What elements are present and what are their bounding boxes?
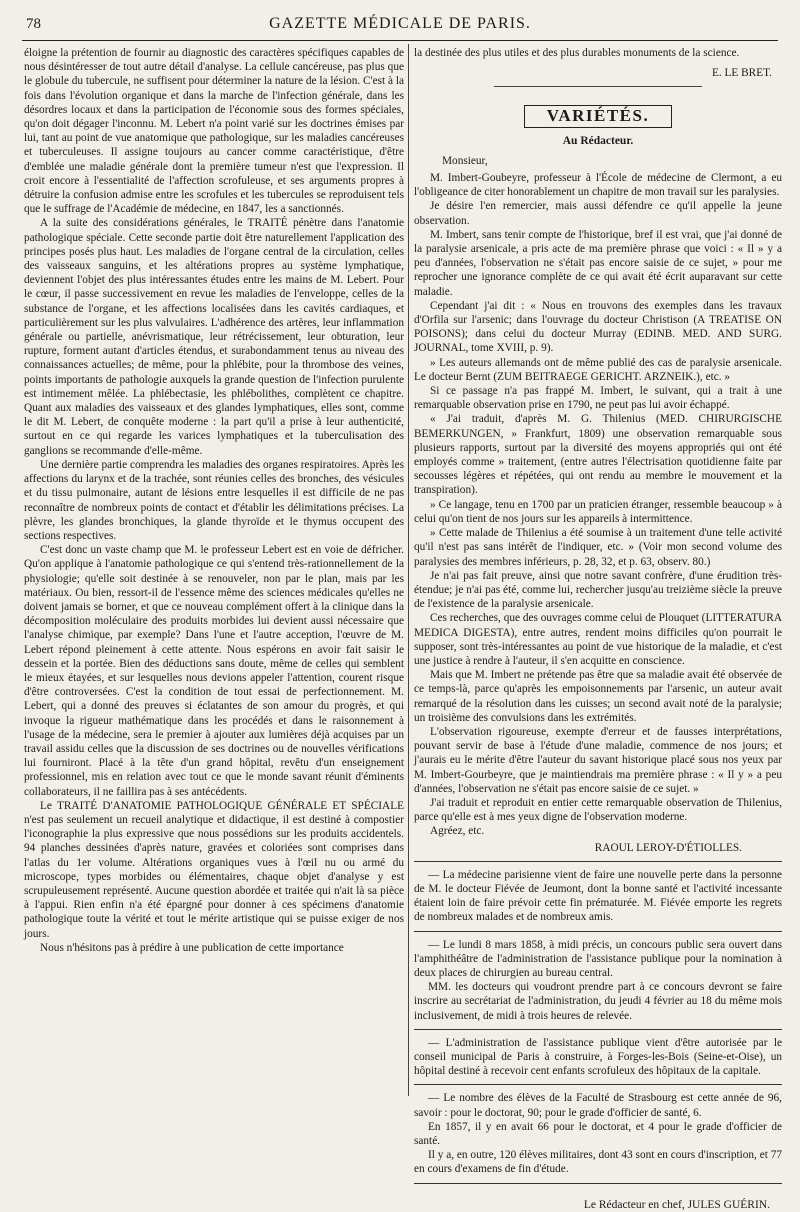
paragraph: Mais que M. Imbert ne prétende pas être que sa maladie avait été observée de ce temps-là, parce qu'après les empoisonnements par l'arsenic, un auteur avait remarqué de la résolution dans les cuisses; un second avait noté de la paralysie; un troisième des convulsions dans les extrémités. bbox=[414, 669, 782, 724]
column-divider bbox=[408, 44, 409, 1096]
paragraph: A la suite des considérations générales, le TRAITÉ pénètre dans l'anatomie pathologique spéciale. Cette seconde partie doit être naturellement l'application des principes posés plus haut. Les maladies de l'organe central de la circulation, celles des vaisseaux sanguins, et les altérations propres au système lymphatique, deviennent l'objet des plus intéressantes études entre les mains de M. Lebert. Pour le cœur, il passe successivement en revue les maladies de l'enveloppe, celles de la substance de l'organe, et les affections localisées dans les cavités cardiaques, et particulièrement sur les plus valvulaires. L'adhérence des artères, leur inflammation générale ou partielle, anévrismatique, leur rétrécissement, leur obturation, leur rupture, forment autant d'articles étendus, et surabondamment tenus au niveau des connaissances actuelles; de même, pour la phlébite, pour la thrombose des veines, points importants de pathologie auxquels la grande question de l'infection purulente est intimement mêlée. La phlébectasie, les phlébolithes, complètent ce chapitre. Quant aux maladies des vaisseaux et des glandes lymphatiques, elles sont, comme le dit M. Lebert, de conquête moderne : la part qu'il a prise à leur authenticité, surtout en ce qui regarde les varices lymphatiques et la tuberculisation des ganglions se recommande d'elle-même. bbox=[24, 217, 404, 457]
paragraph: éloigne la prétention de fournir au diagnostic des caractères spécifiques capables de nous désintéresser de tout autre détail d'analyse. La cellule cancéreuse, pas plus que le globule du tubercule, ne suffisent pour déterminer la nature de la lésion. C'est à la fois dans l'évolution organique et dans la marche de l'infection générale, dans les désordres locaux et dans la participation de l'économie sous des formes spéciales, qu'on doit dégager l'inconnu. M. Lebert n'a point varié sur les doctrines émises par lui, tant au point de vue anatomique que pathologique, sur les maladies cancéreuses et tuberculeuses. Il assigne toujours au cancer comme caractéristique, d'être d'emblée une maladie générale dont la première tumeur n'est que l'expression. Il croit encore à l'essentialité de l'affection scrofuleuse, et ses arguments propres à détruire la confusion admise entre les scrofules et les tubercules se reproduisent tels que le suffrage de l'Académie de médecine, en 1847, les a sanctionnés. bbox=[24, 47, 404, 216]
editor-signature: Le Rédacteur en chef, JULES GUÉRIN. bbox=[583, 1198, 770, 1211]
news-item: Il y a, en outre, 120 élèves militaires, dont 43 sont en cours d'inscription, et 77 en cours d'examens de fin d'étude. bbox=[414, 1149, 782, 1176]
news-rule bbox=[414, 931, 782, 932]
paragraph: Cependant j'ai dit : « Nous en trouvons des exemples dans les travaux d'Orfila sur l'arsenic; dans l'ouvrage du docteur Christison (A TREATISE ON POISONS); dans celui du docteur Murray (EDINB. MED. AND SURG. JOURNAL, tome XVIII, p. 9). bbox=[414, 299, 782, 355]
letter-signature: RAOUL LEROY-D'ÉTIOLLES. bbox=[594, 841, 742, 854]
paragraph: Ces recherches, que des ouvrages comme celui de Plouquet (LITTERATURA MEDICA DIGESTA), entre autres, rendent moins difficiles qu'on pourrait le supposer, sont très-intéressantes au point de vue historique de la maladie, et c'est une justice à rendre à l'auteur, il s'en acquitte en conscience. bbox=[414, 612, 782, 667]
footer-rule bbox=[414, 1183, 782, 1184]
page-header bbox=[22, 14, 778, 36]
paragraph: » Les auteurs allemands ont de même publié des cas de paralysie arsenicale. Le docteur Bernt (ZUM BEITRAEGE GERICHT. ARZNEIK.), etc. » bbox=[414, 356, 782, 383]
news-rule bbox=[414, 861, 782, 862]
news-rule bbox=[414, 1084, 782, 1085]
paragraph: J'ai traduit et reproduit en entier cette remarquable observation de Thilenius, parce qu'elle est à mes yeux digne de l'observation moderne. bbox=[414, 796, 782, 824]
paragraph: Une dernière partie comprendra les maladies des organes respiratoires. Après les affections du larynx et de la trachée, sont réunies celles des bronches, des vésicules et du tissu pulmonaire, autant de lésions entre lesquelles il est difficile de ne pas reconnaître de nombreux points de contact et d'établir les délimitations précises. La plèvre, les glandes bronchiques, la glande thyroïde et le thymus occupent des sections respectives. bbox=[24, 458, 404, 542]
page-number: 78 bbox=[26, 16, 41, 32]
news-section bbox=[414, 868, 782, 1177]
paragraph: Je n'ai pas fait preuve, ainsi que notre savant confrère, d'une érudition très-étendue; je n'ai pas été, comme lui, rechercher jusqu'au treizième siècle la preuve de l'existence de la paralysie arsenicale. bbox=[414, 569, 782, 611]
news-item: — L'administration de l'assistance publique vient d'être autorisée par le conseil municipal de Paris à construire, à Forges-les-Bois (Seine-et-Oise), un hôpital destiné à recevoir cent enfants scrofuleux des hôpitaux de la capitale. bbox=[414, 1036, 782, 1078]
news-item: — Le nombre des élèves de la Faculté de Strasbourg est cette année de 96, savoir : pour le doctorat, 90; pour le grade d'officier de santé, 6. bbox=[414, 1092, 782, 1119]
left-column bbox=[24, 46, 404, 1096]
paragraph: « J'ai traduit, d'après M. G. Thilenius (MED. CHIRURGISCHE BEMERKUNGEN, » Frankfurt, 1809) une observation remarquable sous plusieurs rapports, surtout par la diversité des moyens appropriés qui ont été employés comme » traitement, (entre autres l'électrisation quotidienne faite par secousses légères et répétées, qui ont rendu au membre le mouvement et la transpiration). bbox=[414, 413, 782, 497]
paragraph: Si ce passage n'a pas frappé M. Imbert, le suivant, qui a trait à une remarquable observation prise en 1790, ne peut pas lui avoir échappé. bbox=[414, 385, 782, 412]
paragraph: Je désire l'en remercier, mais aussi défendre ce qu'il appelle la jeune observation. bbox=[414, 200, 782, 227]
header-rule bbox=[22, 40, 778, 41]
salutation: Monsieur, bbox=[442, 154, 488, 167]
paragraph: Nous n'hésitons pas à prédire à une publication de cette importance bbox=[40, 941, 344, 954]
paragraph: M. Imbert, sans tenir compte de l'historique, bref il est vrai, que j'ai donné de la paralysie arsenicale, a pris acte de ma première phrase que voici : « Il » y a peu d'années, l'observation ne s'était pas encore saisie de ce sujet, » pour me reprocher une ignorance complète de ce qui avait été écrit auparavant sur cette maladie. bbox=[414, 228, 782, 298]
section-subtitle: Au Rédacteur. bbox=[562, 134, 634, 147]
paragraph: la destinée des plus utiles et des plus durables monuments de la science. bbox=[414, 47, 740, 59]
news-item: MM. les docteurs qui voudront prendre part à ce concours devront se faire inscrire au secrétariat de l'administration, du jeudi 4 février au 18 du même mois inclusivement, de midi à trois heures de relevée. bbox=[414, 981, 782, 1022]
paragraph: Le TRAITÉ D'ANATOMIE PATHOLOGIQUE GÉNÉRALE ET SPÉCIALE n'est pas seulement un recueil analytique et didactique, il est destiné à compostier l'iconographie la plus expressive que nous possédions sur les produits accidentels. 94 planches dessinées d'après nature, gravées et coloriées sont comprises dans l'atlas du 1er volume. Altérations organiques vues à l'œil nu ou armé du microscope, types morbides ou élémentaires, chaque objet d'analyse y est scrupuleusement représenté. Aucune question abordée et traitée qui n'ait là sa pièce à l'appui. Rien enfin n'a été épargné pour donner à ces spécimens d'anatomie pathologique toute la vérité et tout le mérite artistique qui se puisse exiger de nos jours. bbox=[24, 799, 404, 940]
paragraph: L'observation rigoureuse, exempte d'erreur et de fausses interprétations, pouvant servir de base à l'étude d'une maladie, commence de nos jours; et j'aurais eu le mérite d'être l'auteur du savant historique placé sous nos yeux par M. Imbert-Gourbeyre, que je maintiendrais ma première phrase : « Il y » a peu d'années, l'observation ne s'était pas encore saisie de ce sujet. » bbox=[414, 725, 782, 795]
right-column bbox=[414, 46, 782, 1211]
paragraph: Agréez, etc. bbox=[430, 825, 485, 838]
section-title: VARIÉTÉS. bbox=[524, 105, 672, 127]
news-item: En 1857, il y en avait 66 pour le doctorat, et 4 pour le grade d'officier de santé. bbox=[414, 1120, 782, 1148]
paragraph: » Ce langage, tenu en 1700 par un praticien étranger, ressemble beaucoup » à celui qu'on tient de nos jours sur les appareils à intermittence. bbox=[414, 498, 782, 525]
news-item: — La médecine parisienne vient de faire une nouvelle perte dans la personne de M. le docteur Fiévée de Jeumont, dont la bonne santé et l'activité incessante étaient loin de faire prévoir cette fin prématurée. M. Fiévée emporte les regrets de nombreux malades et de nombreux amis. bbox=[414, 868, 782, 924]
news-rule bbox=[414, 1029, 782, 1030]
paragraph: M. Imbert-Goubeyre, professeur à l'École de médecine de Clermont, a eu l'obligeance de citer honorablement un chapitre de mon travail sur les paralysies. bbox=[414, 172, 782, 199]
paragraph: » Cette malade de Thilenius a été soumise à un traitement d'une telle activité qu'il n'est pas sans intérêt de l'indiquer, etc. » (Voir mon second volume des paralysies des membres inférieurs, p. 28, 32, et p. 63, observ. 80.) bbox=[414, 527, 782, 568]
news-item: — Le lundi 8 mars 1858, à midi précis, un concours public sera ouvert dans l'amphithéâtre de l'administration de l'assistance publique pour la nomination à deux places de chirurgien au bureau central. bbox=[414, 938, 782, 979]
section-rule bbox=[494, 86, 702, 87]
article-author: E. LE BRET. bbox=[711, 67, 772, 80]
paragraph: C'est donc un vaste champ que M. le professeur Lebert est en voie de défricher. Qu'on applique à l'anatomie pathologique ce qui s'entend très-rationnellement de la physiologie; qu'elle soit destinée à se renouveler, non par le plan, mais par les matériaux. Ou bien, ressort-il de l'essence même des sciences médicales qu'elles ne doivent jamais se borner, et que ce nouveau complément offert à la clinique dans la décomposition moléculaire des produits morbides lui devient aussi nécessaire que l'analyse chimique, par exemple? Dans l'une et l'autre acception, l'œuvre de M. Lebert répond pleinement à cette attente. Nous espérons en avoir fait saisir le dessein et la portée. Bien des déductions sans doute, même de celles qui semblent le mieux étayées, et sur lesquelles nous devions appeler l'attention, courent risque d'être controversées. C'est la condition de tout essai de perfectionnement. M. Lebert, qui a donné des preuves si éclatantes de son amour du progrès, et qui invoque la rigueur mathématique dans les procédés et dans le raisonnement à l'usage de la médecine, sera le premier à ajouter aux lumières déjà acquises par un travail assidu celles que la discussion de ses doctrines ou de nouvelles vérifications lui fourniront. Placé à la tête d'un grand hôpital, revêtu d'un enseignement professionnel, mis en relation avec tout ce que le monde savant réunit d'éminents collaborateurs, il ne faillira pas à ses antécédents. bbox=[24, 544, 404, 798]
running-title: GAZETTE MÉDICALE DE PARIS. bbox=[269, 15, 531, 32]
